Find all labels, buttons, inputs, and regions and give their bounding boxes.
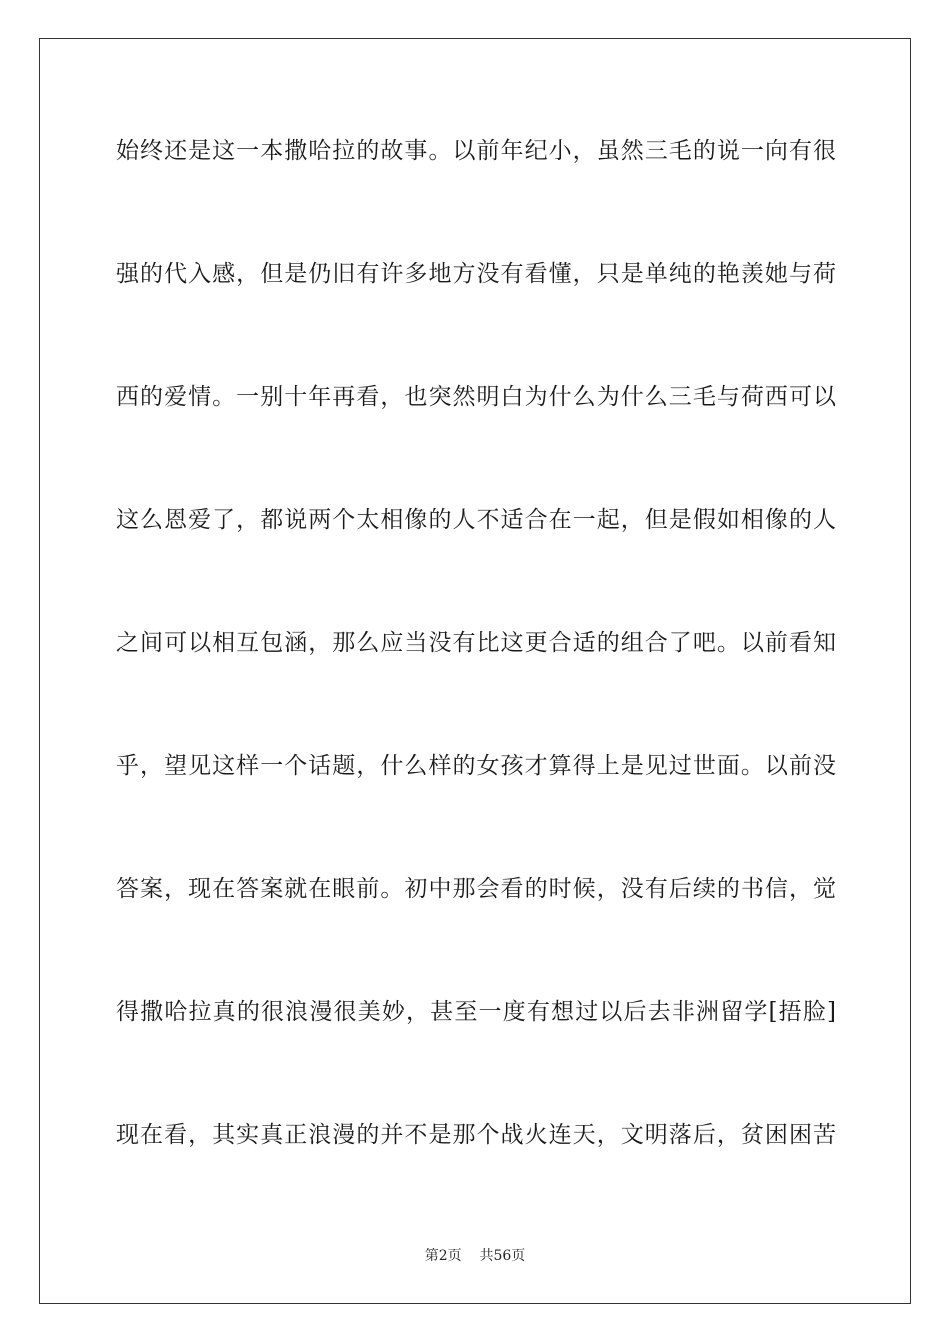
- text-line: 西的爱情。一别十年再看，也突然明白为什么为什么三毛与荷西可以: [116, 384, 836, 410]
- text-line: 始终还是这一本撒哈拉的故事。以前年纪小，虽然三毛的说一向有很: [116, 138, 836, 164]
- text-line: 得撒哈拉真的很浪漫很美妙，甚至一度有想过以后去非洲留学[捂脸]: [116, 999, 836, 1025]
- text-line: 强的代入感，但是仍旧有许多地方没有看懂，只是单纯的艳羡她与荷: [116, 261, 836, 287]
- text-line: 现在看，其实真正浪漫的并不是那个战火连天，文明落后，贫困困苦: [116, 1122, 836, 1148]
- total-page-count: 共56页: [479, 1248, 526, 1264]
- text-line: 之间可以相互包涵，那么应当没有比这更合适的组合了吧。以前看知: [116, 630, 836, 656]
- page-footer: [0, 1246, 950, 1266]
- text-line: 答案，现在答案就在眼前。初中那会看的时候，没有后续的书信，觉: [116, 876, 836, 902]
- current-page-number: 第2页: [424, 1248, 462, 1264]
- text-line: 乎，望见这样一个话题，什么样的女孩才算得上是见过世面。以前没: [116, 753, 836, 779]
- text-line: 这么恩爱了，都说两个太相像的人不适合在一起，但是假如相像的人: [116, 507, 836, 533]
